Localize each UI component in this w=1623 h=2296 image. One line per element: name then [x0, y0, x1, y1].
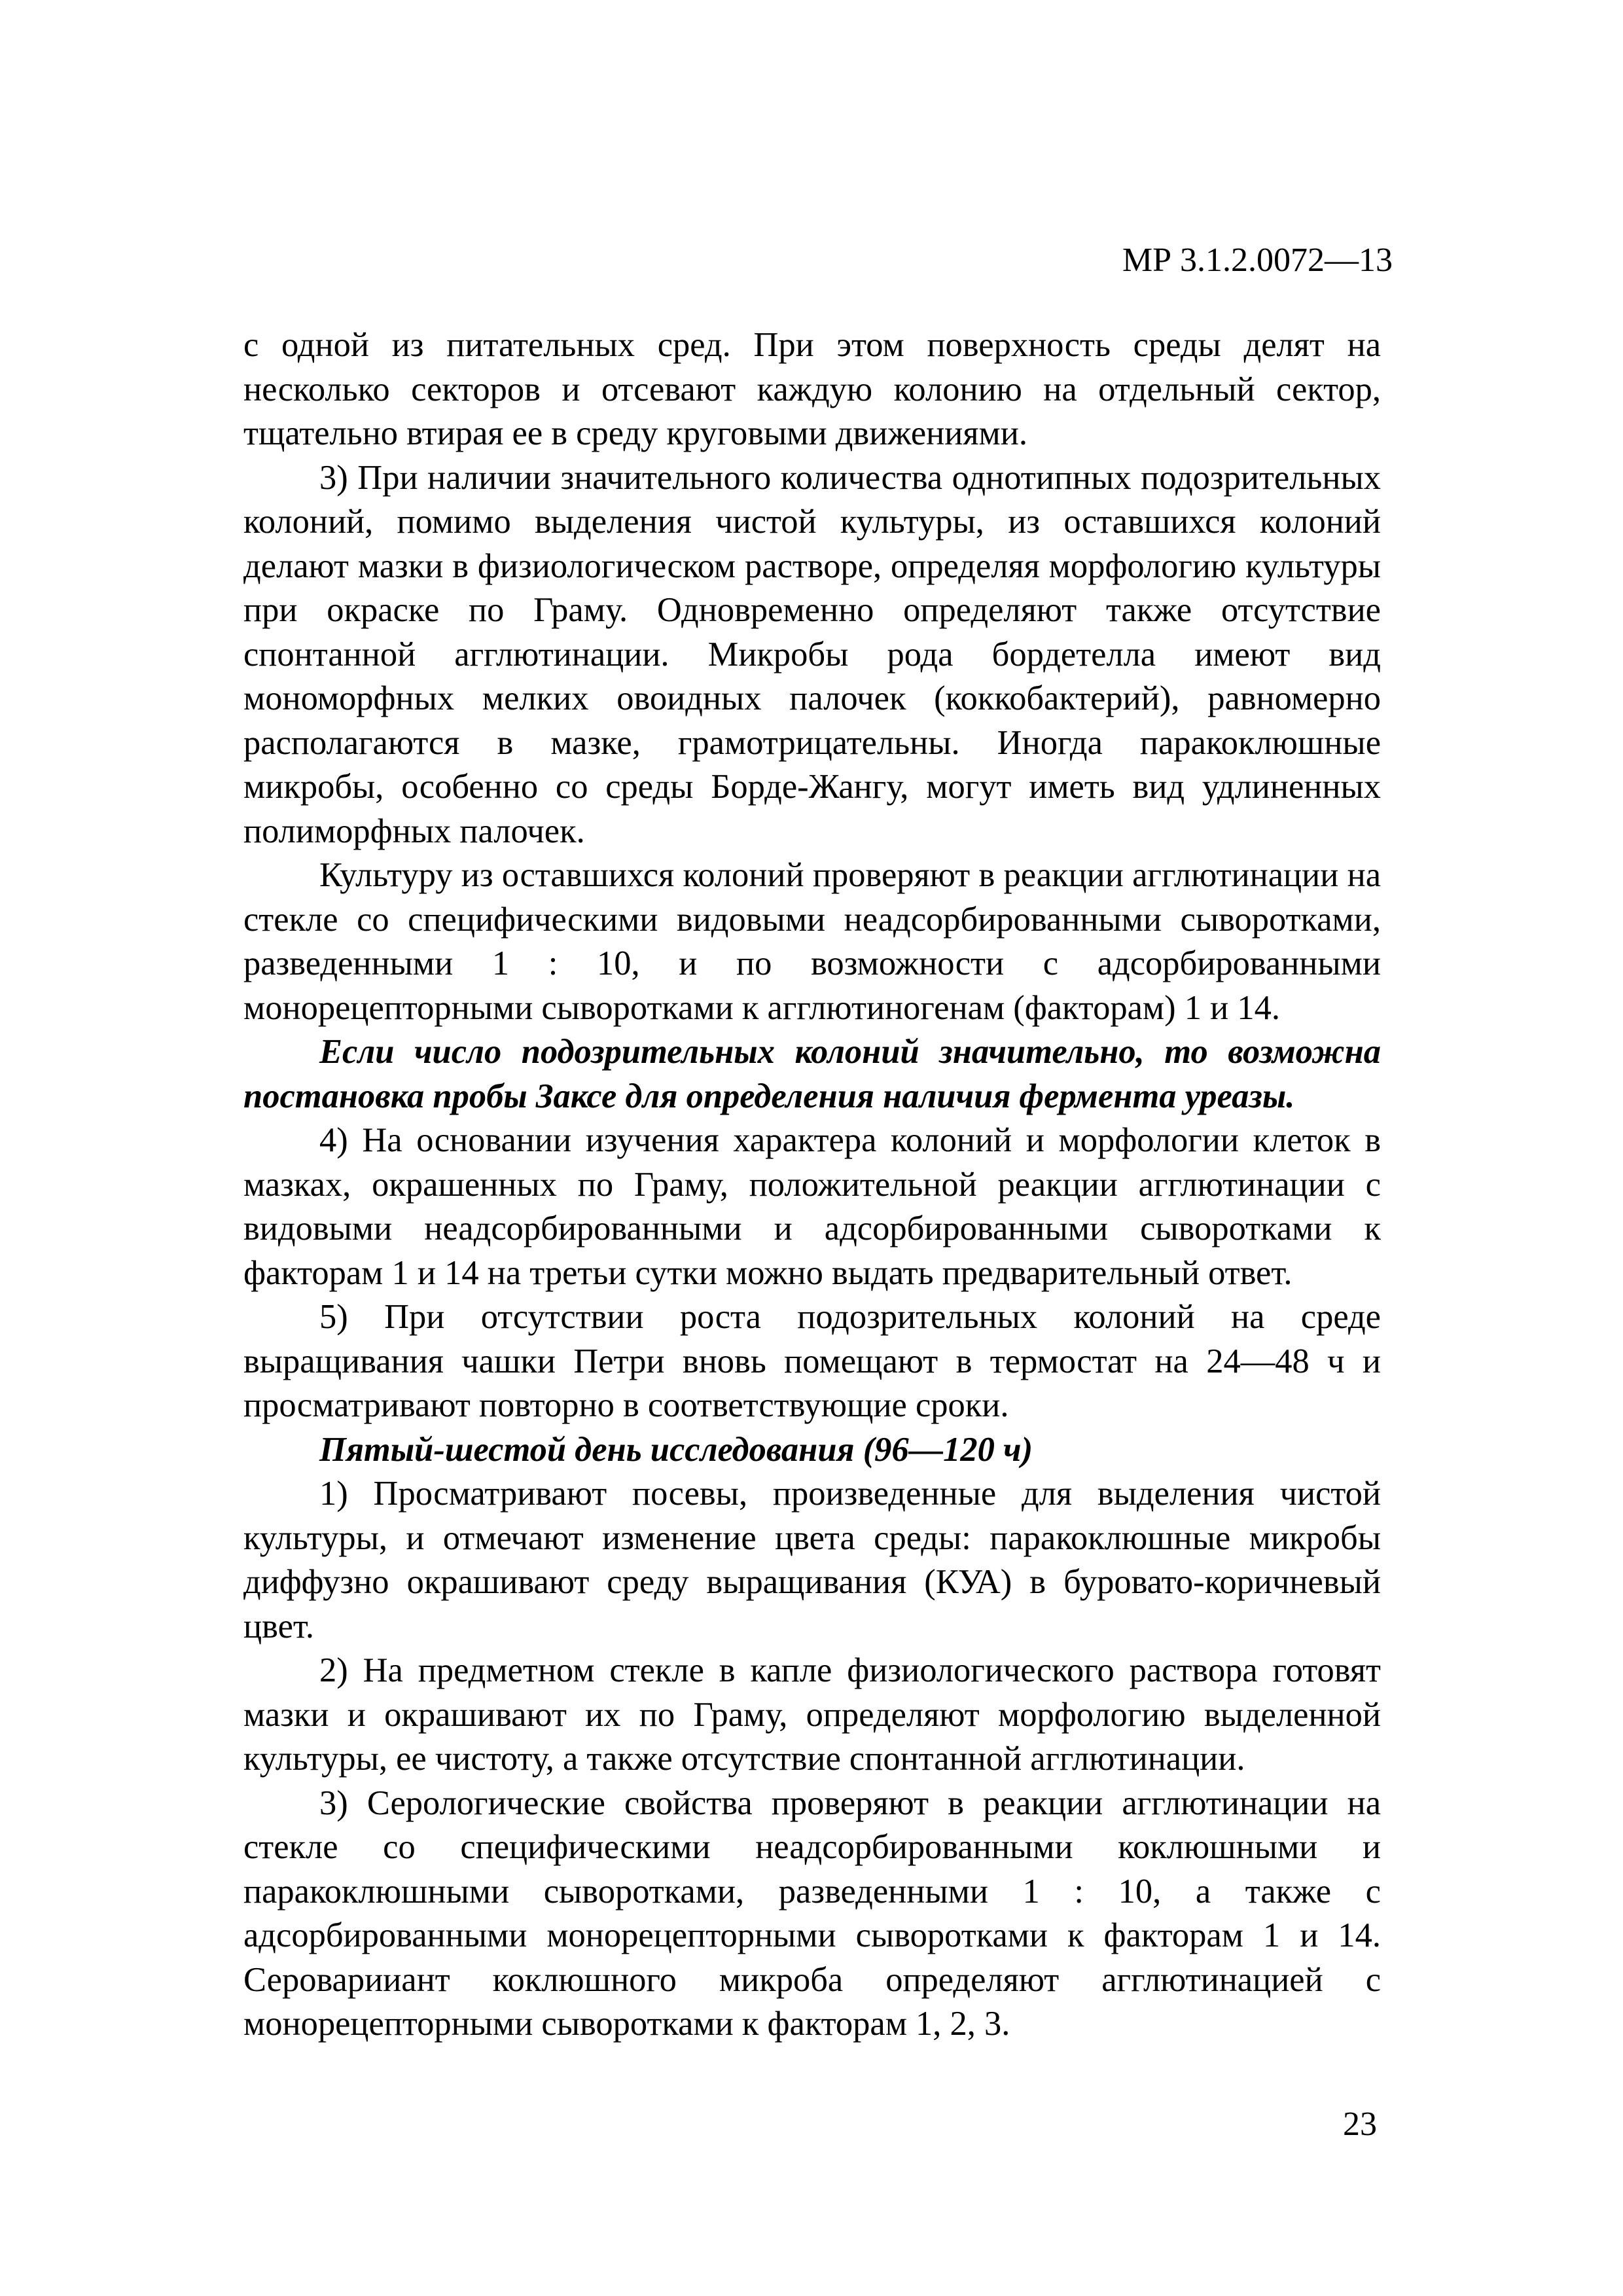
paragraph-zaxe-note: Если число подозрительных колоний значительно, то возможна постановка пробы Заксе для определения наличия фермента уреазы.	[243, 1033, 1381, 1115]
paragraph-day5-step-1: 1) Просматривают посевы, произведенные для выделения чистой культуры, и отмечают изменение цвета среды: паракоклюшные микробы диффузно окрашивают среду выращивания (КУА) в буровато-коричневый цвет.	[243, 1475, 1381, 1645]
paragraph-step-5: 5) При отсутствии роста подозрительных колоний на среде выращивания чашки Петри вновь помещают в термостат на 24—48 ч и просматривают повторно в соответствующие сроки.	[243, 1298, 1381, 1424]
paragraph-step-4: 4) На основании изучения характера колоний и морфологии клеток в мазках, окрашенных по Граму, положительной реакции агглютинации с видовыми неадсорбированными и адсорбированными сыворотками к факторам 1 и 14 на третьи сутки можно выдать предварительный ответ.	[243, 1121, 1381, 1292]
paragraph-agglutination: Культуру из оставшихся колоний проверяют в реакции агглютинации на стекле со специфическими видовыми неадсорбированными сыворотками, разведенными 1 : 10, и по возможности с адсорбированными монорецепторными сыворотками к агглютиногенам (факторам) 1 и 14.	[243, 856, 1381, 1027]
paragraph-day5-step-3: 3) Серологические свойства проверяют в реакции агглютинации на стекле со специфическими неадсорбированными коклюшными и паракоклюшными сыворотками, разведенными 1 : 10, а также с адсорбированными монорецепторными сыворотками к факторам 1 и 14. Сероварииант коклюшного микроба определяют агглютинацией с монорецепторными сыворотками к факторам 1, 2, 3.	[243, 1784, 1381, 2043]
paragraph-day5-step-2: 2) На предметном стекле в капле физиологического раствора готовят мазки и окрашивают их по Граму, определяют морфологию выделенной культуры, ее чистоту, а также отсутствие спонтанной агглютинации.	[243, 1651, 1381, 1778]
document-code-header: МР 3.1.2.0072—13	[1122, 242, 1393, 279]
paragraph-continuation: с одной из питательных сред. При этом поверхность среды делят на несколько секторов и отсевают каждую колонию на отдельный сектор, тщательно втирая ее в среду круговыми движениями.	[243, 326, 1381, 452]
document-body	[243, 323, 1381, 2047]
page-number: 23	[1343, 2106, 1377, 2143]
section-heading-day-5-6: Пятый-шестой день исследования (96—120 ч)	[319, 1430, 1033, 1469]
paragraph-step-3: 3) При наличии значительного количества однотипных подозрительных колоний, помимо выделения чистой культуры, из оставшихся колоний делают мазки в физиологическом растворе, определяя морфологию культуры при окраске по Граму. Одновременно определяют также отсутствие спонтанной агглютинации. Микробы рода бордетелла имеют вид мономорфных мелких овоидных палочек (коккобактерий), равномерно располагаются в мазке, грамотрицательны. Иногда паракоклюшные микробы, особенно со среды Борде-Жангу, могут иметь вид удлиненных полиморфных палочек.	[243, 458, 1381, 850]
